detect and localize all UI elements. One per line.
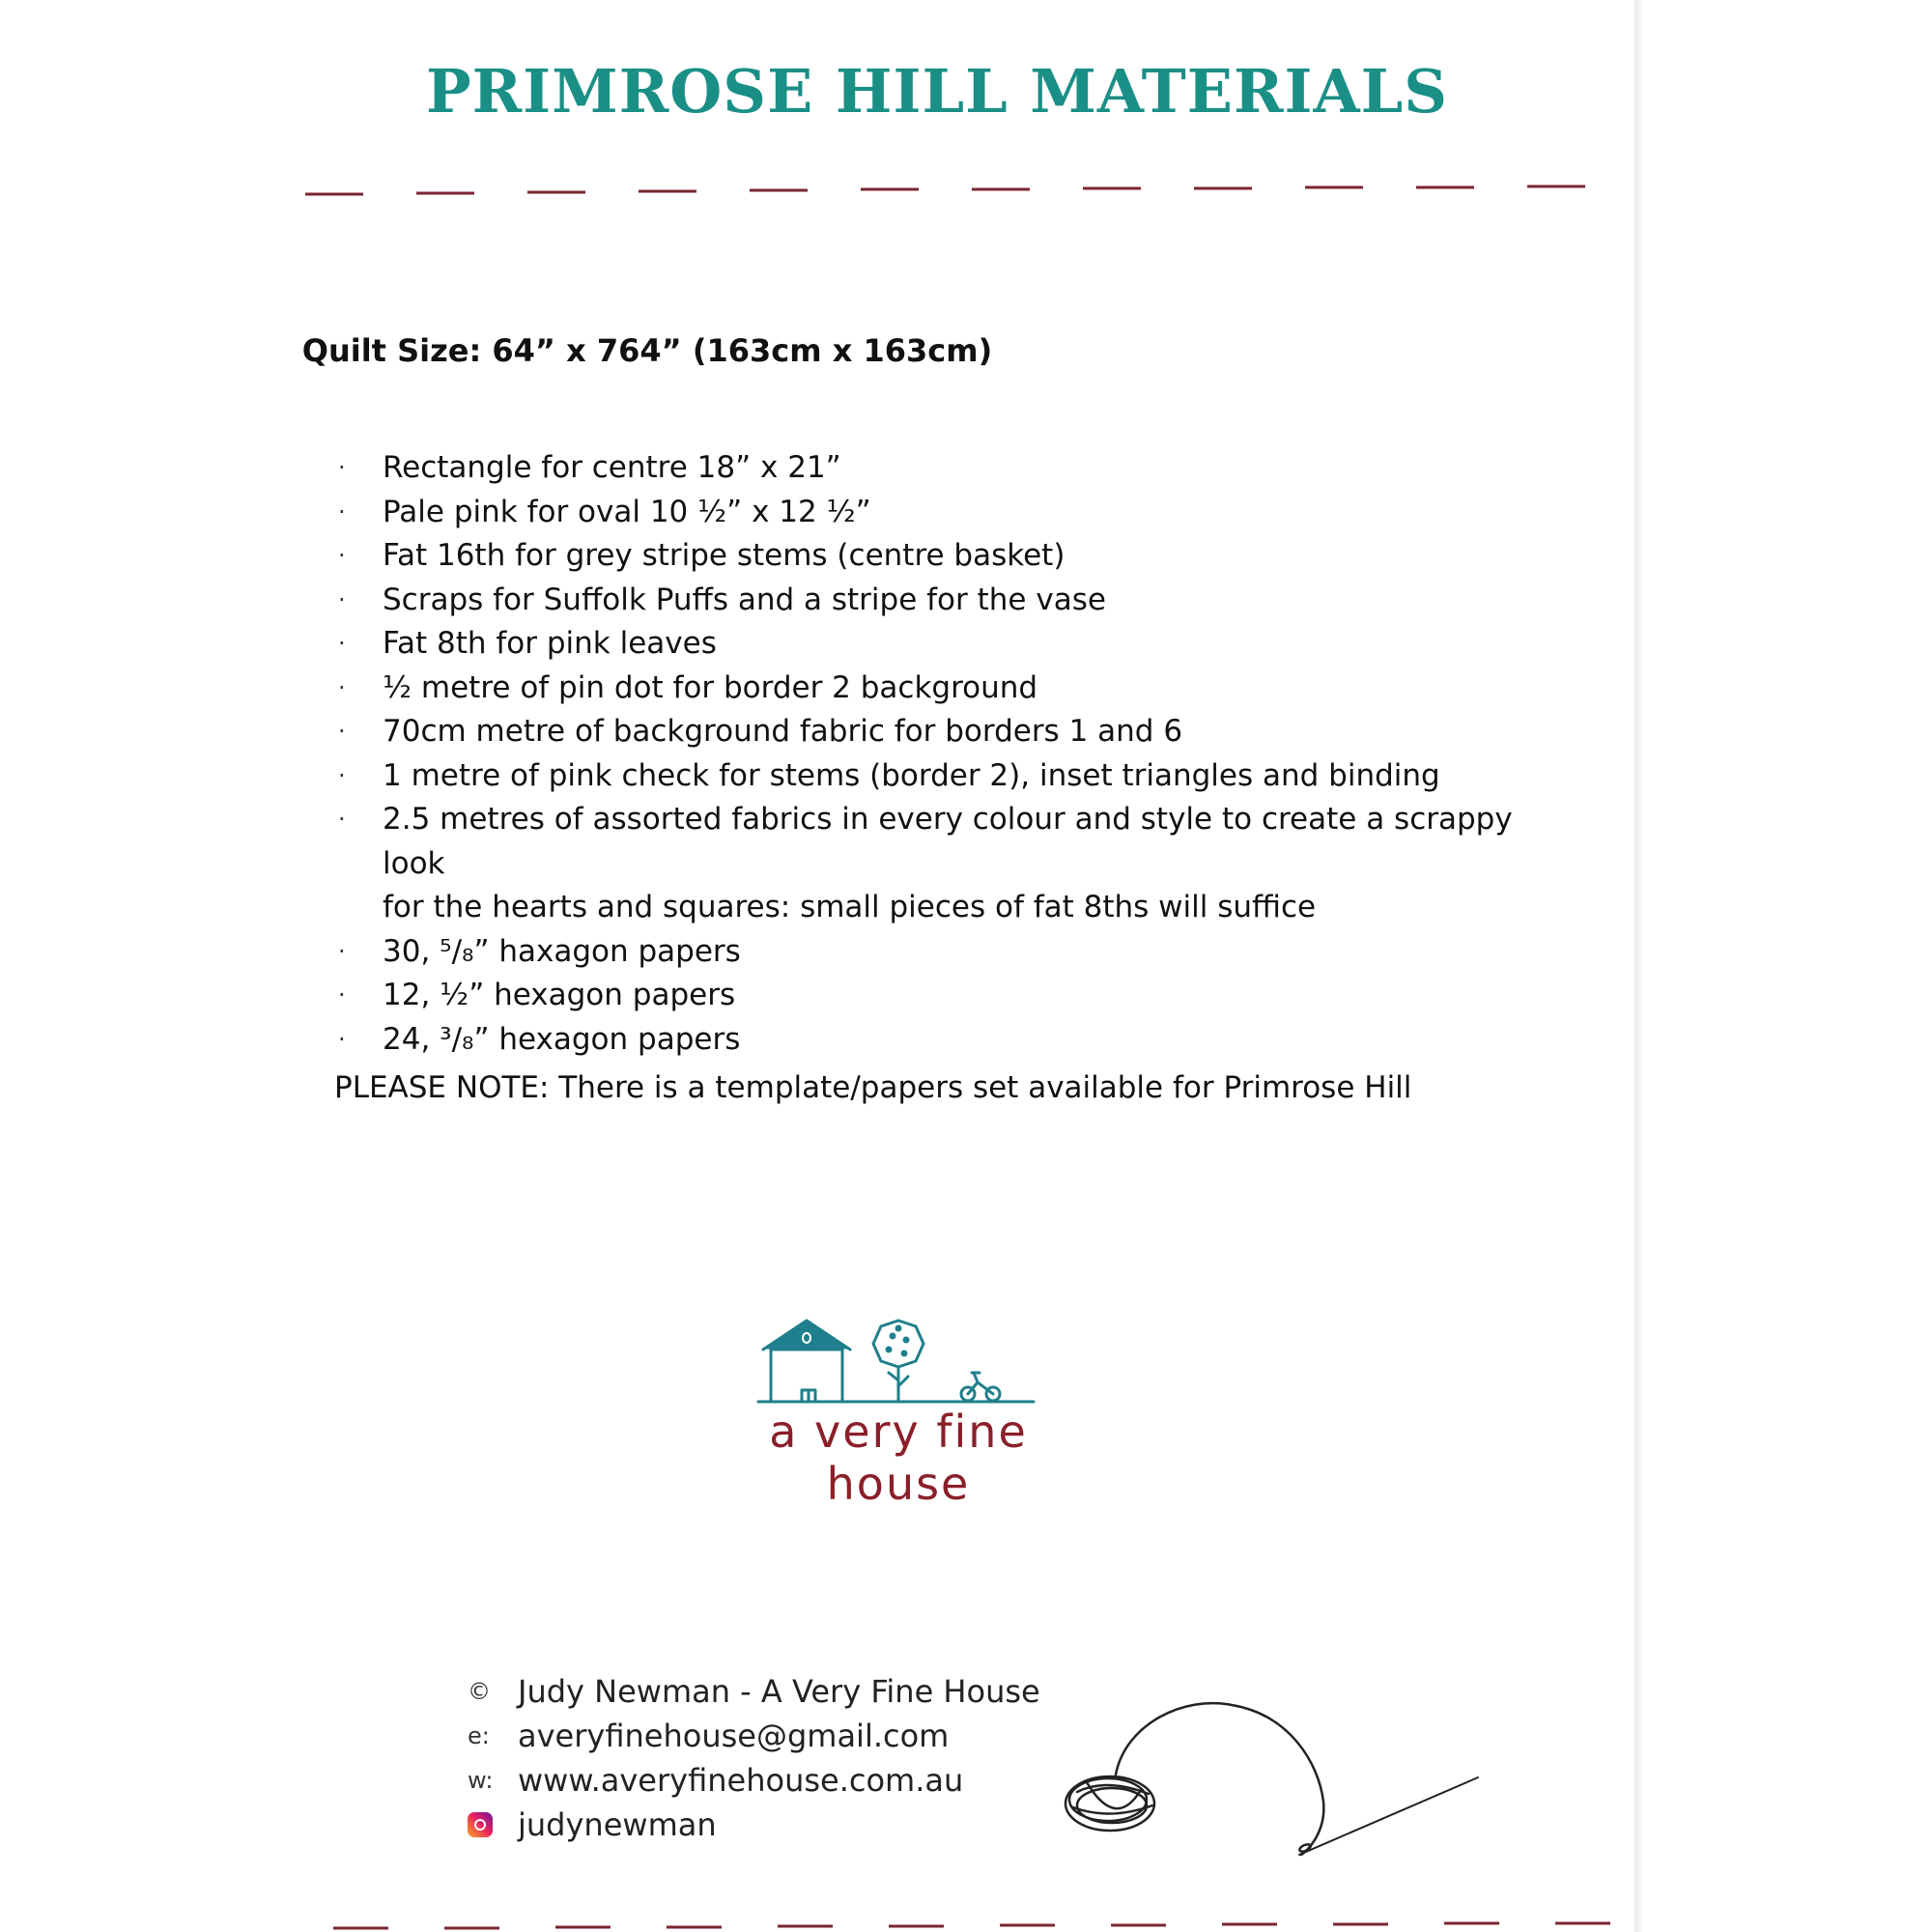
bullet: ·	[338, 981, 346, 1009]
web-row	[468, 1758, 1040, 1803]
list-item: · 70cm metre of background fabric for borders 1 and 6	[338, 710, 1575, 754]
list-item: · Rectangle for centre 18” x 21”	[338, 446, 1575, 491]
bullet: ·	[338, 718, 346, 745]
email-row	[468, 1714, 1040, 1758]
bullet: ·	[338, 673, 346, 701]
brand-name: a very fine house	[769, 1406, 1028, 1510]
list-item: · 30, ⁵/₈” haxagon papers	[338, 930, 1575, 975]
email-label: e:	[468, 1722, 490, 1749]
list-item-continuation: for the hearts and squares: small pieces of fat 8ths will suffice	[383, 890, 1317, 924]
list-item: · Fat 8th for pink leaves	[338, 622, 1575, 667]
instagram-row	[468, 1803, 1040, 1847]
list-item: · 1 metre of pink check for stems (border 2), inset triangles and binding	[338, 754, 1575, 799]
list-item: · ½ metre of pin dot for border 2 background	[338, 667, 1575, 711]
list-item: · 2.5 metres of assorted fabrics in every colour and style to create a scrappy look	[338, 798, 1575, 886]
materials-list	[338, 446, 1575, 1062]
web-label: w:	[468, 1767, 494, 1794]
quilt-size: Quilt Size: 64” x 764” (163cm x 163cm)	[301, 332, 993, 369]
bullet: ·	[338, 497, 346, 526]
list-item: · 12, ½” hexagon papers	[338, 974, 1575, 1018]
instagram-icon	[468, 1812, 493, 1837]
instagram-handle[interactable]: judynewman	[518, 1806, 717, 1843]
please-note: PLEASE NOTE: There is a template/papers set available for Primrose Hill	[334, 1070, 1412, 1105]
bullet: ·	[338, 630, 346, 657]
website-link[interactable]: www.averyfinehouse.com.au	[518, 1762, 964, 1799]
bullet: ·	[338, 542, 346, 569]
bullet: ·	[338, 454, 346, 481]
bullet: ·	[338, 937, 346, 965]
thread-needle-icon	[1048, 1686, 1492, 1860]
copyright-text: Judy Newman - A Very Fine House	[518, 1673, 1040, 1710]
email-link[interactable]: averyfinehouse@gmail.com	[518, 1718, 950, 1754]
list-item: · Scraps for Suffolk Puffs and a stripe for the vase	[338, 579, 1575, 623]
bullet: ·	[338, 585, 346, 613]
copyright-row	[468, 1669, 1040, 1714]
bullet: ·	[338, 806, 346, 833]
page-edge	[1634, 0, 1644, 1932]
bullet: ·	[338, 761, 346, 789]
bullet: ·	[338, 1025, 346, 1053]
contact-block	[468, 1669, 1040, 1847]
list-item: · Fat 16th for grey stripe stems (centre basket)	[338, 534, 1575, 579]
list-item: · Pale pink for oval 10 ½” x 12 ½”	[338, 491, 1575, 535]
list-item: · 24, ³/₈” hexagon papers	[338, 1018, 1575, 1063]
page-title: PRIMROSE HILL MATERIALS	[425, 56, 1449, 127]
copyright-icon: ©	[468, 1678, 491, 1705]
